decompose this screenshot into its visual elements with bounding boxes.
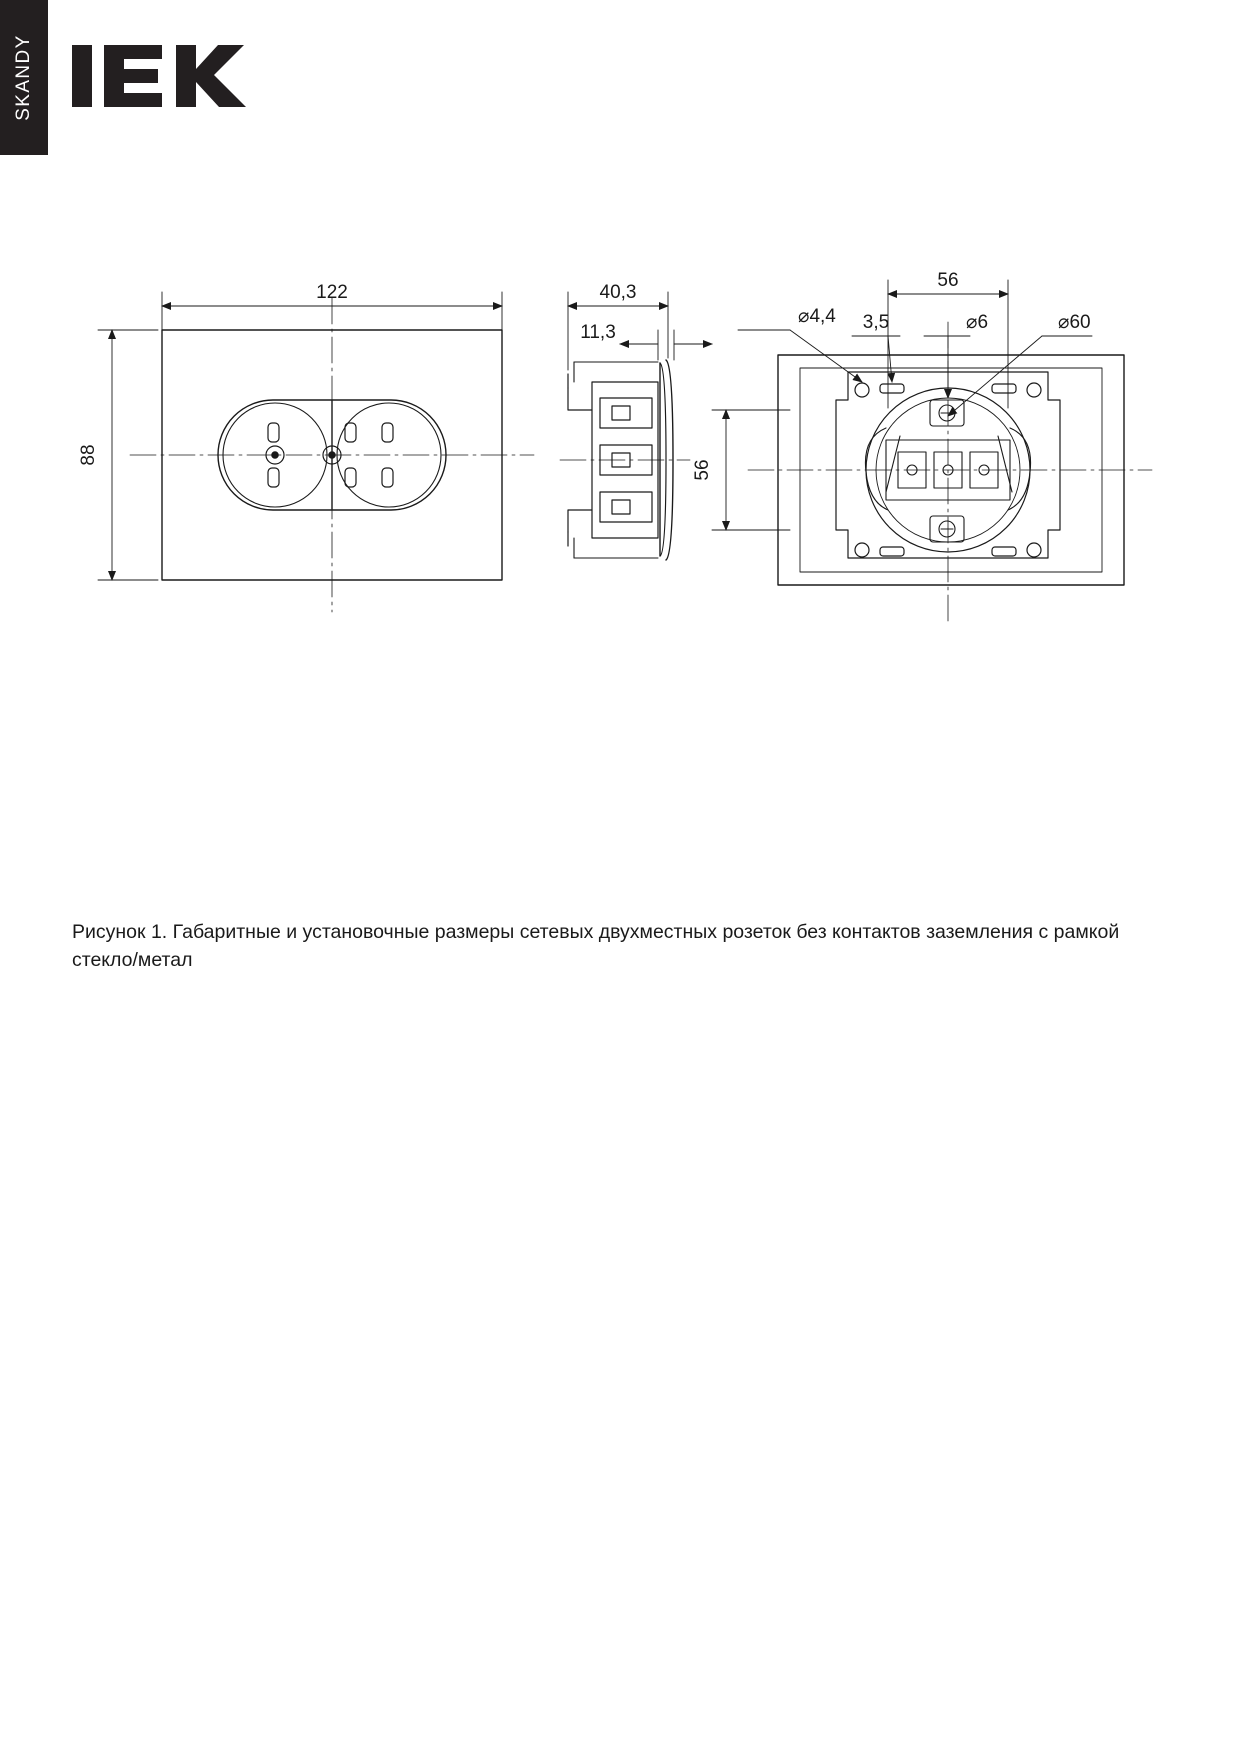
front-view <box>78 282 534 612</box>
dimension-slot-3-5: 3,5 <box>862 312 890 333</box>
side-view <box>560 282 712 560</box>
dimension-11-3: 11,3 <box>580 322 616 343</box>
dimension-hole-6: ⌀6 <box>966 312 989 333</box>
series-name-label: SKANDY <box>13 34 34 121</box>
dimension-box-60: ⌀60 <box>1058 312 1091 333</box>
dimension-122: 122 <box>316 282 348 303</box>
dimension-hole-4-4: ⌀4,4 <box>798 306 836 327</box>
mounting-view <box>692 270 1152 622</box>
page-header <box>0 0 1239 155</box>
technical-drawing <box>0 230 1239 660</box>
figure-caption: Рисунок 1. Габаритные и установочные размеры сетевых двухместных розеток без контактов заземления с рамкой стекло/метал <box>72 921 1120 972</box>
series-brand-block <box>0 0 48 155</box>
dimension-40-3: 40,3 <box>599 282 637 303</box>
iek-logo <box>72 45 272 107</box>
dimension-88: 88 <box>78 444 99 466</box>
dimension-56-horizontal: 56 <box>937 270 959 291</box>
dimension-56-vertical: 56 <box>692 459 713 481</box>
